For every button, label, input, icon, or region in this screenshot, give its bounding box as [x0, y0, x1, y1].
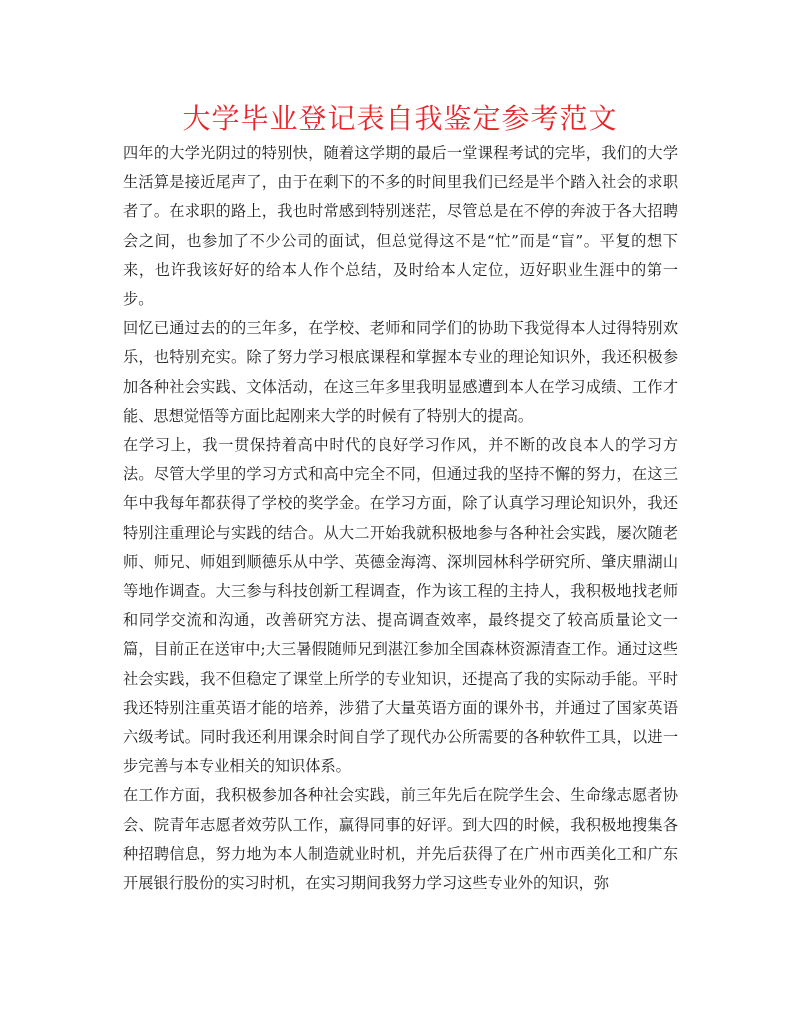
paragraph: 在工作方面，我积极参加各种社会实践，前三年先后在院学生会、生命缘志愿者协会、院青年志愿者效劳队工作，赢得同事的好评。到大四的时候，我积极地搜集各种招聘信息，努力地为本人制造就业时机，并先后获得了在广州市西美化工和广东开展银行股份的实习时机，在实习期间我努力学习这些专业外的知识，弥 [123, 786, 678, 893]
paragraph: 在学习上，我一贯保持着高中时代的良好学习作风，并不断的改良本人的学习方法。尽管大学里的学习方式和高中完全不同，但通过我的坚持不懈的努力，在这三年中我每年都获得了学校的奖学金。在学习方面，除了认真学习理论知识外，我还特别注重理论与实践的结合。从大二开始我就积极地参与各种社会实践，屡次随老师、师兄、师姐到顺德乐从中学、英德金海湾、深圳园林科学研究所、肇庆鼎湖山等地作调查。大三参与科技创新工程调查，作为该工程的主持人，我积极地找老师和同学交流和沟通，改善研究方法、提高调查效率，最终提交了较高质量论文一篇，目前正在送审中;大三暑假随师兄到湛江参加全国森林资源清查工作。通过这些社会实践，我不但稳定了课堂上所学的专业知识，还提高了我的实际动手能。平时我还特别注重英语才能的培养，涉猎了大量英语方面的课外书，并通过了国家英语六级考试。同时我还利用课余时间自学了现代办公所需要的各种软件工具，以进一步完善与本专业相关的知识体系。 [123, 436, 678, 776]
page-title: 大学毕业登记表自我鉴定参考范文 [182, 102, 618, 135]
paragraph: 回忆已通过去的的三年多，在学校、老师和同学们的协助下我觉得本人过得特别欢乐，也特别充实。除了努力学习根底课程和掌握本专业的理论知识外，我还积极参加各种社会实践、文体活动，在这三年多里我明显感遭到本人在学习成绩、工作才能、思想觉悟等方面比起刚来大学的时候有了特别大的提高。 [123, 319, 678, 425]
paragraph: 四年的大学光阴过的特别快，随着这学期的最后一堂课程考试的完毕，我们的大学生活算是接近尾声了，由于在剩下的不多的时间里我们已经是半个踏入社会的求职者了。在求职的路上，我也时常感到特别迷茫，尽管总是在不停的奔波于各大招聘会之间，也参加了不少公司的面试，但总觉得这不是“忙”而是“盲”。平复的想下来，也许我该好好的给本人作个总结，及时给本人定位，迈好职业生涯中的第一步。 [123, 144, 678, 309]
document-body [123, 139, 678, 898]
